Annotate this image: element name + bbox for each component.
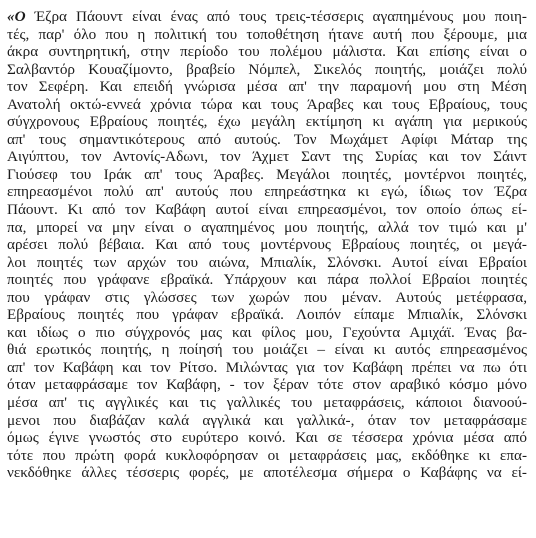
text-line: θιά ερωτικός ποιητής, η ποίησή του μοιάζει – είναι κι αυτός επηρεασμένος [7, 341, 527, 359]
opening-quote-lead: «Ο [7, 8, 26, 25]
text-line: αρέσει πολύ βέβαια. Και από τους μοντέρνους Εβραίους ποιητές, οι μεγά- [7, 236, 527, 254]
text-line-content: Έζρα Πάουντ είναι ένας από τους τρεις-τέσσερις αγαπημένους μου ποιη- [25, 8, 527, 25]
text-line: Σαλβαντόρ Κουαζίμοντο, βραβείο Νόμπελ, Σικελός ποιητής, μοιάζει πολύ [7, 60, 527, 78]
text-line: μενοι που διαβάζαν καλά αγγλικά και γαλλικά-, όταν τον μεταφράσαμε [7, 411, 527, 429]
text-line: Εβραίους ποιητές που γράφαν εβραϊκά. Λοιπόν είπαμε Μπιαλίκ, Σλόνσκι [7, 306, 527, 324]
text-line: απ' τον Καβάφη και τον Ρίτσο. Μιλώντας για τον Καβάφη πρέπει να πω ότι [7, 358, 527, 376]
text-line: πα, μπορεί να μην είναι ο αγαπημένος μου ποιητής, αλλά τον τιμώ και μ' [7, 218, 527, 236]
text-line: όταν μεταφράσαμε τον Καβάφη, - τον ξέραν τότε στον αραβικό κόσμο μόνο [7, 376, 527, 394]
text-line: που γράφαν στις γλώσσες των χωρών που μέναν. Αυτούς μετέφρασα, [7, 288, 527, 306]
text-line: απ' τους σημαντικότερους από αυτούς. Τον Μωχάμετ Αφίφι Μάταρ της [7, 130, 527, 148]
text-line: όμως έγινε γνωστός στο ευρύτερο κοινό. Και σε τέσσερα χρόνια μέσα από [7, 429, 527, 447]
text-line: Πάουντ. Κι από τον Καβάφη αυτοί είναι επηρεασμένοι, τον οποίο όπως εί- [7, 201, 527, 219]
text-line: μέσα απ' τις αγγλικές και τις γαλλικές του μεταφράσεις, κάποιοι διανοού- [7, 394, 527, 412]
text-line: τον Σεφέρη. Και επειδή γνώρισα μέσα απ' την παραμονή μου στη Μέση [7, 78, 527, 96]
text-line: νεκδόθηκε άλλες τέσσερις φορές, με αποτέλεσμα σήμερα ο Καβάφης να εί- [7, 464, 527, 482]
article-text-block [7, 8, 527, 482]
text-line: άκρα συντηρητική, στην περίοδο του πολέμου μάλιστα. Και επίσης είναι ο [7, 43, 527, 61]
text-line: σύγχρονους Εβραίους ποιητές, έχω μεγάλη εκτίμηση κι αγάπη για μερικούς [7, 113, 527, 131]
text-line: επηρεασμένοι πολύ απ' αυτούς που επηρεάστηκα κι εγώ, ίδιως τον Έζρα [7, 183, 527, 201]
text-line: Ανατολή οκτώ-εννεά χρόνια τώρα και τους Άραβες και τους Εβραίους, τους [7, 95, 527, 113]
text-line: τότε που πρώτη φορά κυκλοφόρησαν οι μεταφράσεις μας, εκδόθηκε κι επα- [7, 446, 527, 464]
text-line: και ιδίως ο πιο σύγχρονός μας και φίλος μου, Γεχούντα Αμιχάϊ. Ένας βα- [7, 323, 527, 341]
text-line: Αιγύπτου, τον Αντονίς-Αδωνι, τον Άχμετ Σαντ της Συρίας και τον Σάιντ [7, 148, 527, 166]
text-line: λοι ποιητές των αρχών του αιώνα, Μπιαλίκ, Σλόνσκι. Αυτοί είναι Εβραίοι [7, 253, 527, 271]
text-line: Γιούσεφ του Ιράκ απ' τους Άραβες. Μεγάλοι ποιητές, μοντέρνοι ποιητές, [7, 165, 527, 183]
text-line: τές, παρ' όλο που η πολιτική του τοποθέτηση ήτανε αυτή που ξέρουμε, μια [7, 25, 527, 43]
text-line [7, 8, 527, 26]
text-line: ποιητές που γράφανε εβραϊκά. Υπάρχουν και πάρα πολλοί Εβραίοι ποιητές [7, 271, 527, 289]
